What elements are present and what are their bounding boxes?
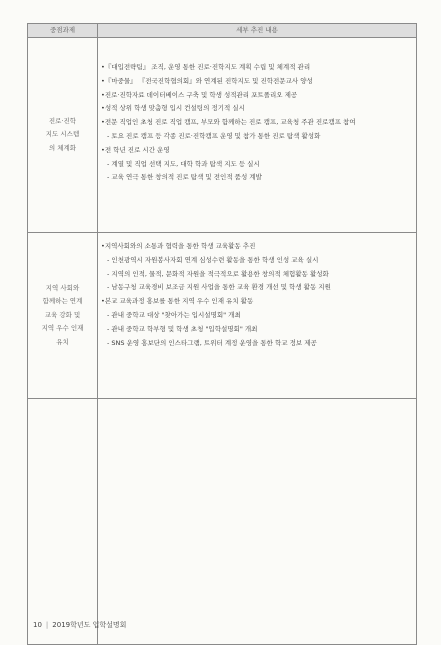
empty-cell — [98, 399, 417, 645]
detail-subitem: - 관내 중학교 대상 "찾아가는 입시설명회" 개최 — [107, 310, 241, 319]
footer-title: 2019학년도 입학설명회 — [52, 621, 127, 629]
category-line: 교육 강화 및 — [44, 310, 81, 319]
detail-cell — [98, 38, 417, 233]
detail-subitem: - 계열 및 직업 선택 지도, 대학 학과 탐색 지도 등 실시 — [107, 159, 260, 168]
header-detail: 세부 추진 내용 — [98, 24, 417, 38]
category-line: 지도 시스템 — [45, 130, 80, 139]
category-cell — [28, 233, 98, 399]
table-header-row — [28, 24, 417, 38]
detail-item: •성적 상위 학생 맞춤형 입시 컨설팅의 정기적 실시 — [101, 104, 245, 113]
category-line: 의 체계화 — [48, 143, 77, 152]
detail-list — [98, 38, 416, 185]
detail-list — [98, 233, 416, 350]
header-category: 중점과제 — [28, 24, 98, 38]
table-row — [28, 233, 417, 399]
detail-item: •지역사회와의 소통과 협력을 통한 학생 교육활동 추진 — [101, 242, 256, 250]
detail-item: •『대입전략팀』 조직, 운영 통한 진로·진학지도 계획 수립 및 체계적 관리 — [101, 63, 311, 71]
footer-separator: | — [45, 621, 49, 629]
detail-item: •『마중물』 『전국진학협의회』와 연계된 진학지도 및 진학전문교사 양성 — [101, 76, 313, 85]
page-number: 10 — [33, 621, 42, 629]
empty-cell — [28, 399, 98, 645]
detail-item: •전문 직업인 초청 진로 직업 캠프, 부모와 함께하는 진로 캠프, 교육청 주관 진로캠프 참여 — [101, 118, 356, 127]
detail-subitem: - 관내 중학교 학부형 및 학생 초청 "입학설명회" 개최 — [107, 324, 258, 333]
detail-item: •진로·진학자료 데이터베이스 구축 및 학생 성적관리 포트폴리오 제공 — [101, 90, 298, 99]
plan-table — [27, 23, 417, 645]
detail-cell — [98, 233, 417, 399]
detail-item: •전 학년 진로 시간 운영 — [101, 145, 170, 154]
category-line: 지역 사회와 — [45, 283, 80, 292]
table-row — [28, 38, 417, 233]
page-footer — [33, 620, 126, 630]
category-line: 유치 — [56, 337, 69, 346]
empty-table-row — [28, 399, 417, 645]
detail-subitem: - 토요 진로 캠프 등 각종 진로·진학캠프 운영 및 참가 통한 진로 탐색 활성화 — [107, 131, 321, 140]
category-line: 함께하는 연계 — [42, 297, 83, 306]
category-line: 지역 우수 인재 — [41, 324, 84, 333]
detail-subitem: - 지역의 인적, 물적, 문화적 자원을 적극적으로 활용한 창의적 체험활동 활성화 — [107, 269, 329, 278]
category-line: 진로·진학 — [48, 116, 77, 125]
detail-subitem: - 교육 연극 통한 창의적 진로 탐색 및 전인적 품성 계발 — [107, 173, 262, 182]
category-cell — [28, 38, 98, 233]
detail-subitem: - 남동구청 교육경비 보조금 지원 사업을 통한 교육 환경 개선 및 학생 활동 지원 — [107, 283, 331, 292]
detail-subitem: - SNS 운영 홍보단의 인스타그램, 트위터 계정 운영을 통한 학교 정보 제공 — [107, 338, 317, 347]
detail-subitem: - 인천광역시 자원봉사자회 연계 심성수련 활동을 통한 학생 인성 교육 실시 — [107, 255, 319, 264]
detail-item: •본교 교육과정 홍보를 통한 지역 우수 인재 유치 활동 — [101, 297, 254, 306]
